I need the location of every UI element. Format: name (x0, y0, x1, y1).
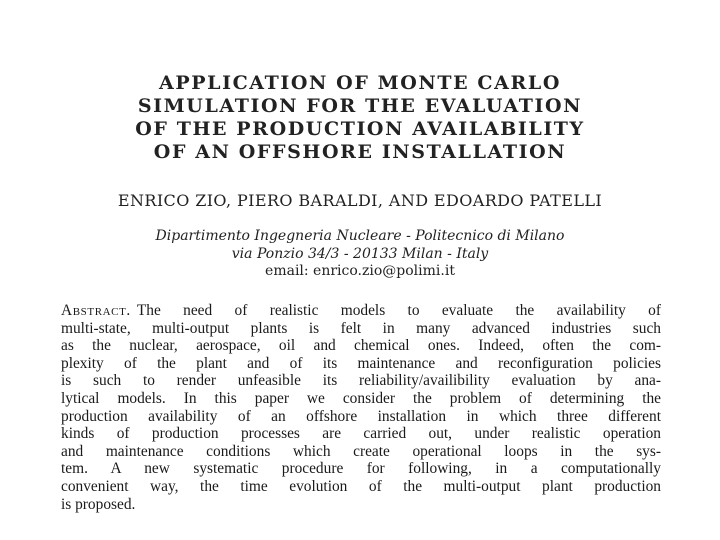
abstract-heading: Abstract. (61, 302, 131, 319)
abstract-line: convenient way, the time evolution of the multi-output plant production (61, 477, 661, 495)
abstract-line: is such to render unfeasible its reliability/availibility evaluation by ana- (61, 372, 661, 390)
abstract-line: is proposed. (61, 495, 136, 513)
abstract-line: and maintenance conditions which create operational loops in the sys- (61, 442, 661, 460)
title-line: APPLICATION OF MONTE CARLO (159, 72, 561, 94)
abstract-line: multi-state, multi-output plants is felt in many advanced industries such (61, 319, 661, 337)
title-line: OF AN OFFSHORE INSTALLATION (153, 141, 567, 163)
abstract-line (61, 302, 661, 320)
abstract (61, 302, 661, 513)
affiliation-address: via Ponzio 34/3 - 20133 Milan - Italy (231, 245, 489, 262)
abstract-line: kinds of production processes are carried out, under realistic operation (61, 425, 661, 443)
title-line: OF THE PRODUCTION AVAILABILITY (135, 118, 585, 140)
abstract-line: lytical models. In this paper we consider the problem of determining the (61, 389, 661, 407)
abstract-line: plexity of the plant and of its maintenance and reconfiguration policies (61, 354, 661, 372)
affiliation-department: Dipartimento Ingegneria Nucleare - Politecnico di Milano (155, 228, 565, 244)
abstract-text: The need of realistic models to evaluate the availability of (136, 302, 661, 319)
abstract-line: production availability of an offshore installation in which three different (61, 407, 661, 425)
affiliation-email: email: enrico.zio@polimi.it (265, 263, 455, 279)
abstract-line: tem. A new systematic procedure for following, in a computationally (61, 460, 661, 478)
title-line: SIMULATION FOR THE EVALUATION (137, 95, 583, 117)
paper-title (0, 72, 720, 164)
affiliation-block (0, 228, 720, 281)
author-list: ENRICO ZIO, PIERO BARALDI, AND EDOARDO PATELLI (117, 191, 603, 210)
abstract-line: as the nuclear, aerospace, oil and chemical ones. Indeed, often the com- (61, 337, 661, 355)
